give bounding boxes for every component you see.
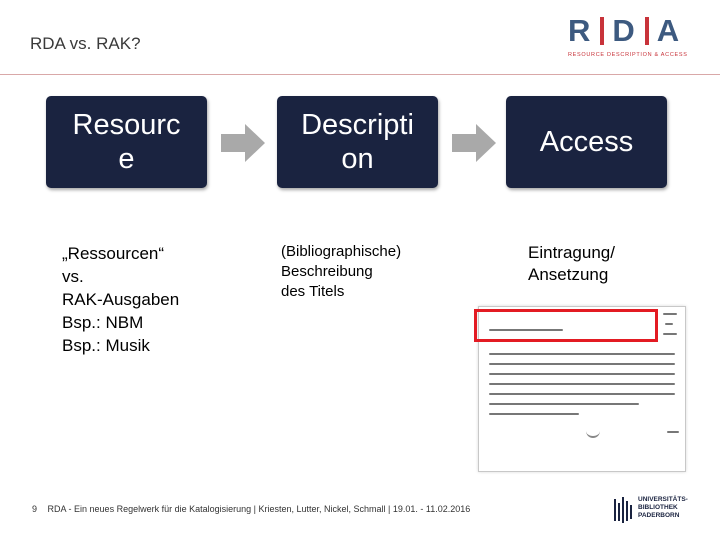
description-line: Beschreibung (281, 263, 373, 280)
access-box (506, 96, 667, 188)
university-line: UNIVERSITÄTS- (638, 496, 688, 503)
access-box-label: Access (539, 126, 634, 158)
logo-divider (600, 17, 604, 45)
heading-highlight-box (474, 309, 658, 342)
description-box (277, 96, 438, 188)
library-mark-icon (614, 495, 636, 525)
description-line: Bsp.: NBM (62, 313, 144, 332)
page-number: 9 (32, 504, 38, 514)
logo-subtitle: RESOURCE DESCRIPTION & ACCESS (568, 52, 688, 58)
description-line: des Titels (281, 283, 345, 300)
access-description (528, 242, 615, 286)
footer-text: RDA - Ein neues Regelwerk für die Katalogisierung | Kriesten, Lutter, Nickel, Schmall | 19.01. - 11.02.2016 (47, 504, 471, 514)
description-line: (Bibliographische) (281, 243, 402, 260)
description-line: Eintragung/ (528, 243, 615, 262)
header-divider (0, 74, 720, 75)
resource-box-label: Resourc e (72, 109, 181, 175)
logo-divider (645, 17, 649, 45)
slide-footer (32, 504, 470, 514)
description-box-label: Descripti on (301, 109, 414, 175)
resource-box (46, 96, 207, 188)
arrow-right-icon (452, 124, 496, 162)
description-line: „Ressourcen“ (62, 244, 165, 263)
logo-letter-a: A (656, 13, 682, 48)
description-line: Bsp.: Musik (62, 336, 150, 355)
description-description (281, 242, 401, 302)
description-line: Ansetzung (528, 265, 609, 284)
resource-description (62, 242, 179, 357)
arrow-right-icon (221, 124, 265, 162)
university-library-logo (614, 492, 714, 528)
description-line: vs. (62, 267, 84, 286)
description-line: RAK-Ausgaben (62, 290, 180, 309)
rda-logo (568, 14, 710, 62)
university-line: PADERBORN (638, 512, 680, 519)
logo-letter-d: D (612, 13, 637, 48)
slide-title: RDA vs. RAK? (30, 34, 141, 53)
logo-letter-r: R (568, 13, 593, 48)
university-line: BIBLIOTHEK (638, 504, 678, 511)
